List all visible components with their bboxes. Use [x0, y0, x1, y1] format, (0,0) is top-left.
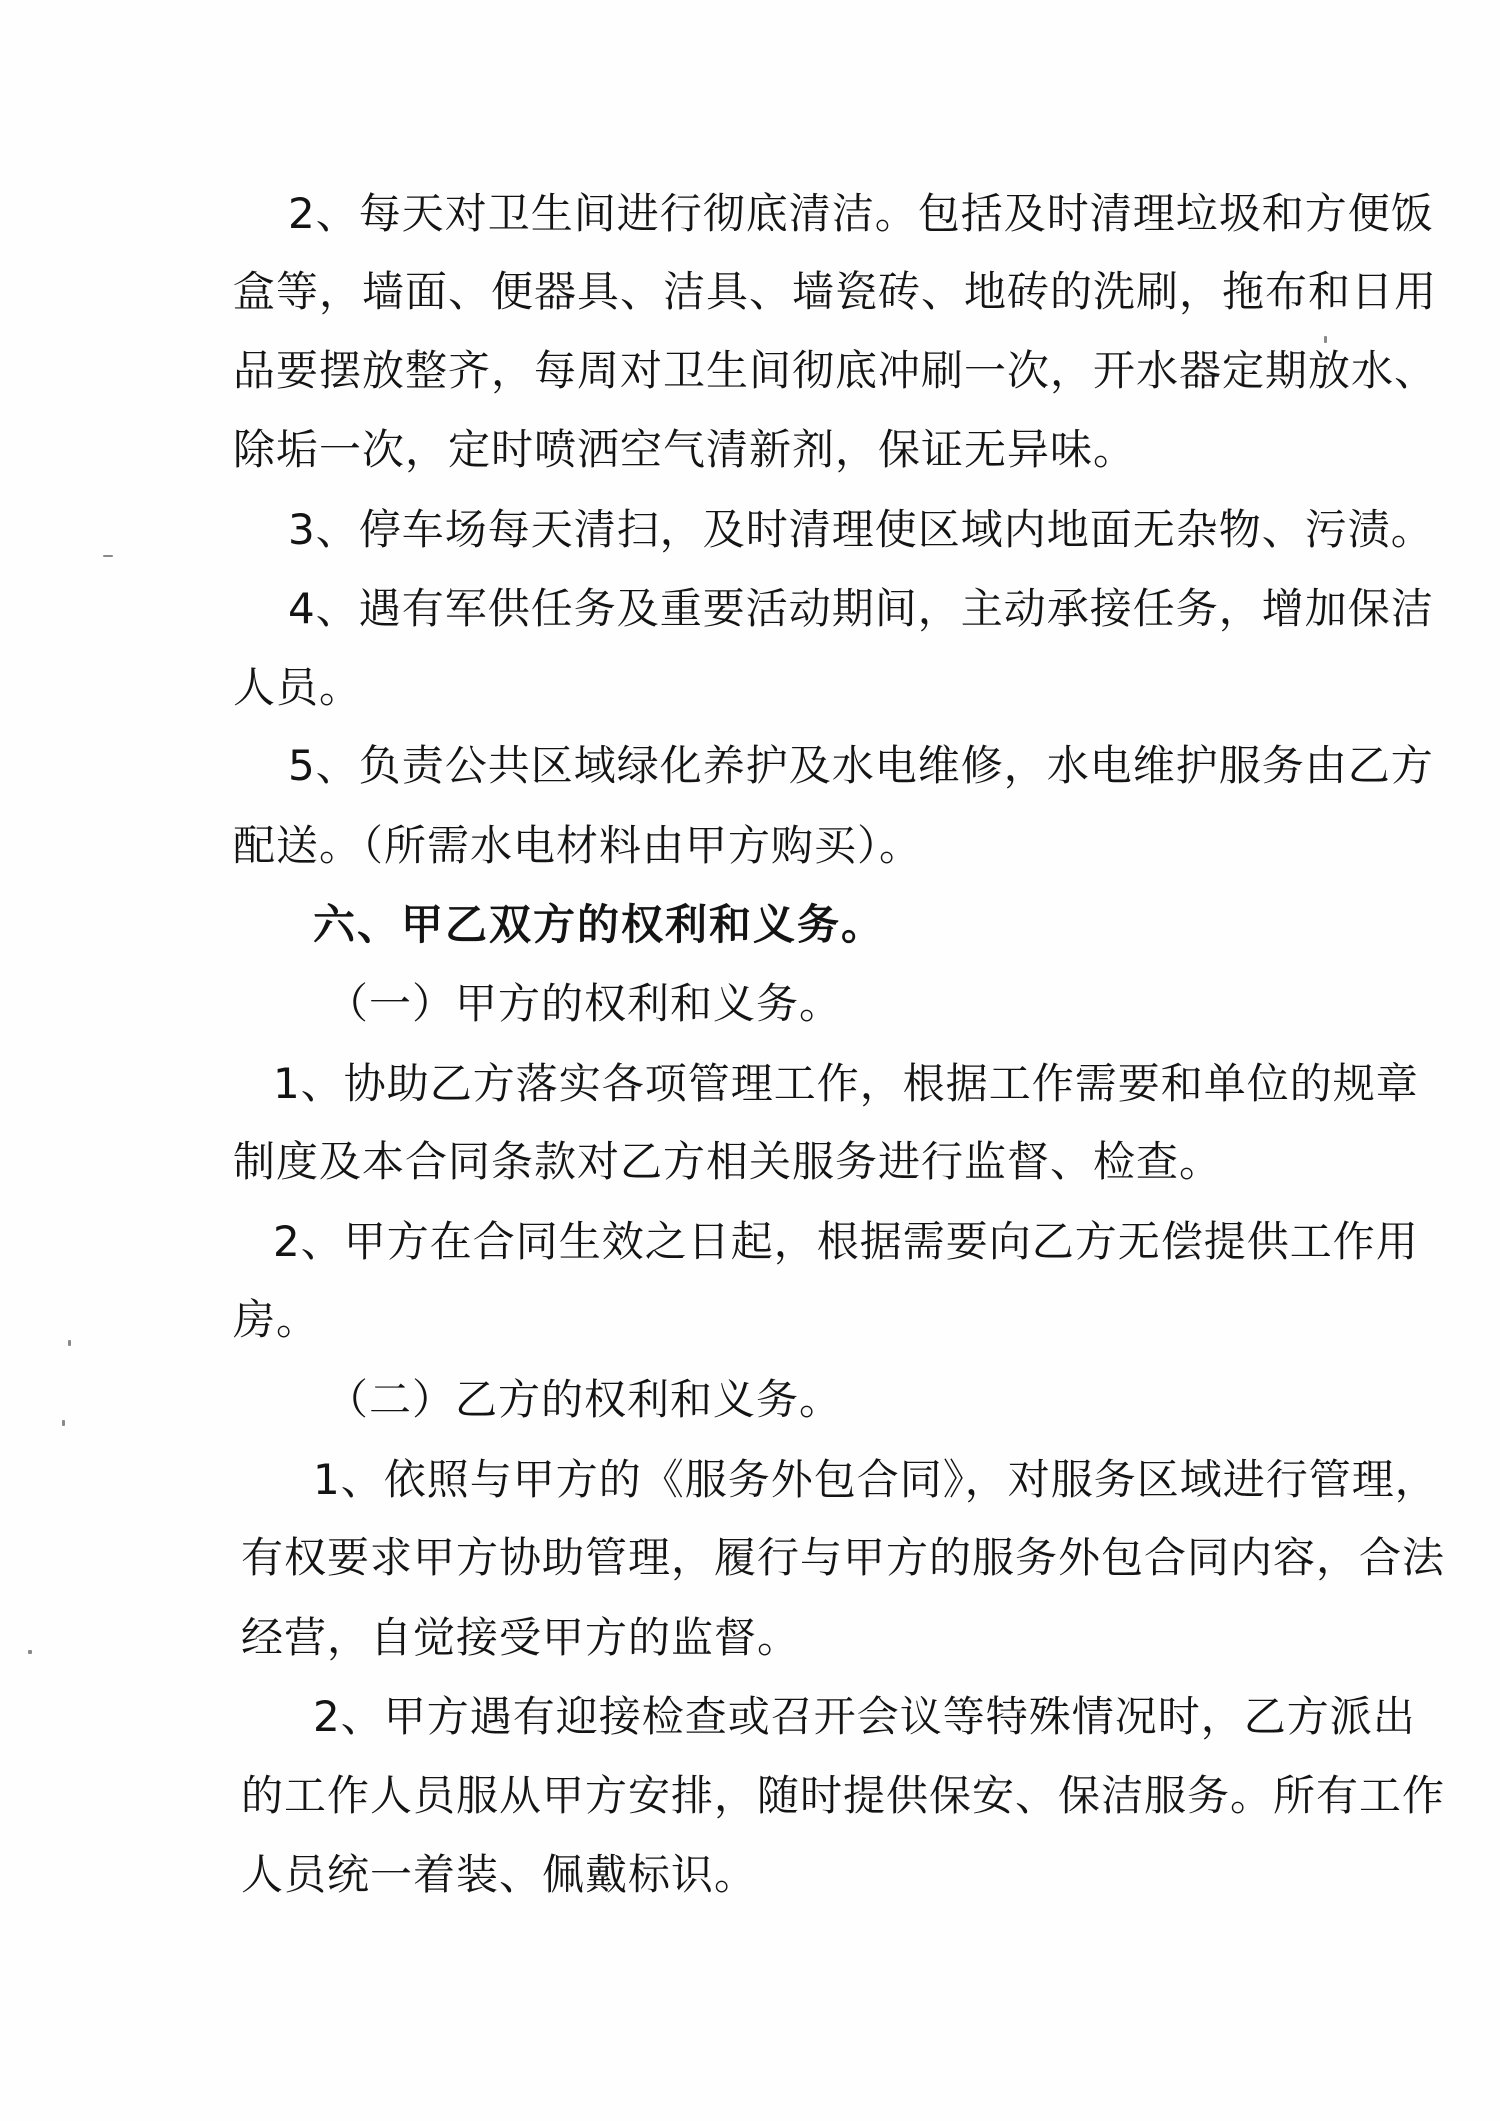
text-line: 人员。	[233, 663, 363, 712]
text-line: 5、负责公共区域绿化养护及水电维修，水电维护服务由乙方	[288, 741, 1434, 790]
text-line: 经营，自觉接受甲方的监督。	[241, 1613, 801, 1662]
scan-speck	[28, 1650, 32, 1654]
text-line: 盒等，墙面、便器具、洁具、墙瓷砖、地砖的洗刷，拖布和日用	[233, 267, 1438, 316]
text-line: 人员统一着装、佩戴标识。	[241, 1850, 758, 1899]
subsection-heading: （二）乙方的权利和义务。	[326, 1375, 843, 1424]
text-line: 2、甲方在合同生效之日起，根据需要向乙方无偿提供工作用	[273, 1217, 1419, 1266]
text-line: 房。	[233, 1295, 320, 1344]
scan-speck	[62, 1420, 65, 1426]
subsection-heading: （一）甲方的权利和义务。	[326, 979, 843, 1028]
scan-speck	[1324, 336, 1327, 343]
text-line: 有权要求甲方协助管理，履行与甲方的服务外包合同内容，合法	[241, 1533, 1446, 1582]
text-line: 4、遇有军供任务及重要活动期间，主动承接任务，增加保洁	[288, 584, 1434, 633]
text-line: 的工作人员服从甲方安排，随时提供保安、保洁服务。所有工作	[241, 1771, 1446, 1820]
scan-speck	[103, 555, 113, 557]
text-line: 3、停车场每天清扫，及时清理使区域内地面无杂物、污渍。	[288, 505, 1434, 554]
text-line: 1、依照与甲方的《服务外包合同》，对服务区域进行管理，	[313, 1455, 1438, 1504]
text-line: 配送。（所需水电材料由甲方购买）。	[233, 821, 923, 870]
scan-speck	[68, 1340, 71, 1346]
text-line: 制度及本合同条款对乙方相关服务进行监督、检查。	[233, 1137, 1223, 1186]
text-line: 2、甲方遇有迎接检查或召开会议等特殊情况时，乙方派出	[313, 1692, 1416, 1741]
text-line: 除垢一次，定时喷洒空气清新剂，保证无异味。	[233, 425, 1137, 474]
text-line: 2、每天对卫生间进行彻底清洁。包括及时清理垃圾和方便饭	[288, 189, 1434, 238]
section-heading: 六、甲乙双方的权利和义务。	[313, 900, 886, 949]
text-line: 品要摆放整齐，每周对卫生间彻底冲刷一次，开水器定期放水、	[233, 346, 1438, 395]
text-line: 1、协助乙方落实各项管理工作，根据工作需要和单位的规章	[273, 1059, 1419, 1108]
